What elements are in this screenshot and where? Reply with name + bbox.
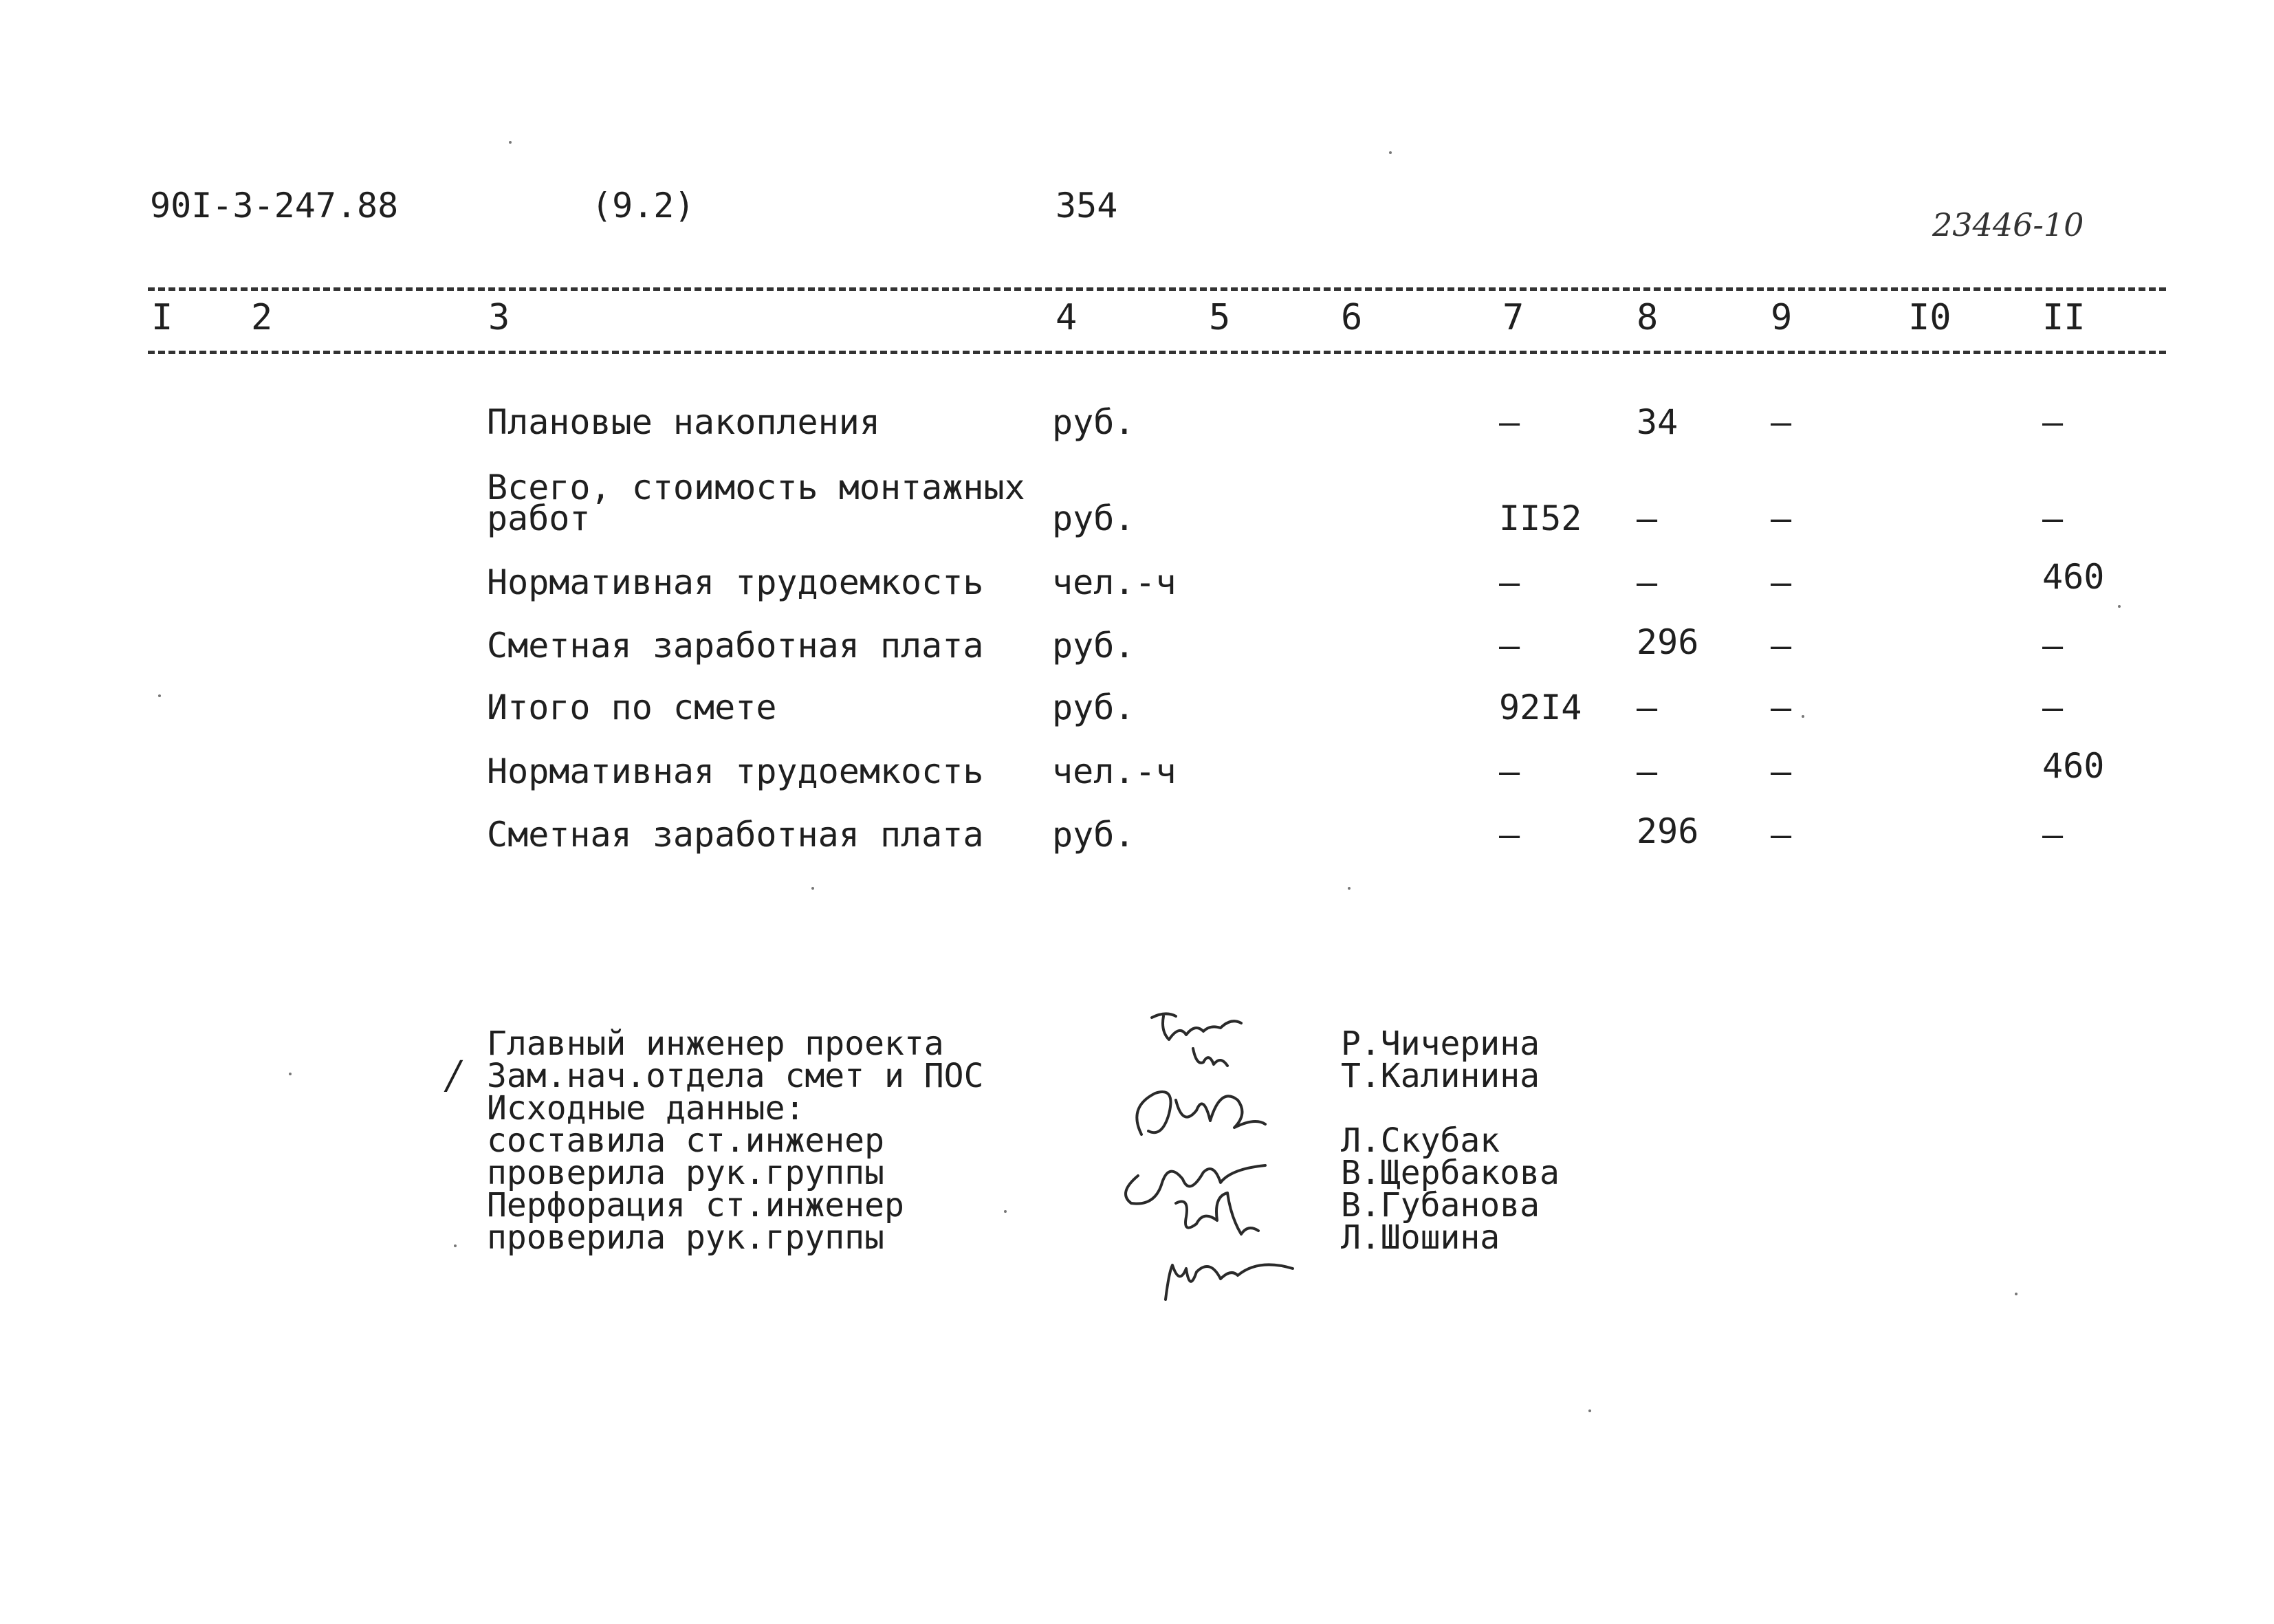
row-col9: – [1771,402,1792,442]
signature-mark [1166,1264,1293,1299]
row-label: Сметная заработная плата [487,626,984,666]
column-header-5: 5 [1209,297,1231,338]
row-unit: руб. [1052,402,1135,442]
signature-roles [487,1024,984,1257]
scan-speck [2015,1293,2018,1295]
signature-role: Главный инженер проекта [487,1024,944,1063]
signatory-name: Т.Калинина [1341,1057,1540,1095]
row-label-continued: работ [487,498,591,538]
signatory-name: Р.Чичерина [1341,1024,1540,1063]
scan-speck [1348,887,1351,890]
signature-names [1341,1024,1560,1257]
row-col7: – [1499,402,1520,442]
signature-role: проверила рук.группы [487,1154,884,1192]
signature-mark [1152,1013,1241,1040]
row-col8: – [1637,751,1658,791]
row-label: Нормативная трудоемкость [487,562,984,602]
row-col9: – [1771,498,1792,538]
row-col8: – [1637,498,1658,538]
row-col8: 296 [1637,811,1699,851]
signatory-name: В.Щербакова [1341,1154,1560,1192]
signature-mark [1193,1049,1227,1066]
row-col11: – [2042,498,2064,538]
signature-mark [1126,1165,1265,1204]
row-col7: – [1499,815,1520,855]
row-col7: 92I4 [1499,688,1582,727]
row-col11: 460 [2042,746,2105,786]
page-number: 354 [1056,186,1118,226]
handwritten-signatures [1100,997,1362,1327]
column-header-10: I0 [1908,297,1952,338]
row-unit: руб. [1052,688,1135,727]
signature-role: Перфорация ст.инженер [487,1186,904,1225]
row-col7: – [1499,562,1520,602]
table-top-rule [148,287,2166,291]
row-col9: – [1771,751,1792,791]
scan-speck [509,141,512,144]
column-header-2: 2 [251,297,273,338]
section-number: (9.2) [591,186,695,226]
document-code: 90I-3-247.88 [150,186,399,226]
signatory-name: В.Губанова [1341,1186,1540,1225]
signature-mark [1137,1092,1265,1134]
scan-speck [1802,715,1804,718]
signatory-name [1341,1093,1560,1125]
row-label: Всего, стоимость монтажных [487,468,1025,507]
scan-speck [811,887,814,890]
row-col11: 460 [2042,557,2105,597]
scan-speck [454,1244,457,1247]
row-col7: II52 [1499,498,1582,538]
row-label: Итого по смете [487,688,777,727]
scan-speck [289,1073,292,1075]
row-label: Сметная заработная плата [487,815,984,855]
signatory-name: Л.Шошина [1341,1218,1500,1257]
row-col8: 34 [1637,402,1679,442]
scan-speck [1389,151,1392,154]
column-header-6: 6 [1341,297,1363,338]
column-header-9: 9 [1771,297,1793,338]
signature-mark [1176,1193,1258,1234]
row-unit: руб. [1052,815,1135,855]
scan-speck [1004,1210,1007,1213]
signature-role: проверила рук.группы [487,1218,884,1257]
row-label: Плановые накопления [487,402,880,442]
row-col9: – [1771,815,1792,855]
column-header-8: 8 [1637,297,1659,338]
row-label: Нормативная трудоемкость [487,751,984,791]
row-col9: – [1771,688,1792,727]
row-col11: – [2042,402,2064,442]
row-col11: – [2042,626,2064,666]
row-unit: чел.-ч [1052,751,1177,791]
row-col8: – [1637,688,1658,727]
row-col9: – [1771,626,1792,666]
signature-role: Исходные данные: [487,1089,805,1128]
row-col8: 296 [1637,622,1699,662]
column-header-3: 3 [488,297,510,338]
row-unit: руб. [1052,498,1135,538]
archive-number: 23446-10 [1932,206,2084,243]
scan-speck [2118,605,2121,608]
row-col9: – [1771,562,1792,602]
row-col8: – [1637,562,1658,602]
row-unit: чел.-ч [1052,562,1177,602]
table-header-rule [148,351,2166,354]
row-col7: – [1499,626,1520,666]
signatory-name: Л.Скубак [1341,1121,1500,1160]
column-header-1: I [151,297,173,338]
margin-tick-mark: / [447,1053,460,1098]
signature-role: Зам.нач.отдела смет и ПОС [487,1057,984,1095]
signature-role: составила ст.инженер [487,1121,884,1160]
column-header-4: 4 [1056,297,1078,338]
column-header-11: II [2042,297,2086,338]
row-col7: – [1499,751,1520,791]
row-col11: – [2042,815,2064,855]
row-unit: руб. [1052,626,1135,666]
row-col11: – [2042,688,2064,727]
scan-speck [158,694,161,697]
scan-speck [1588,1409,1591,1412]
column-header-7: 7 [1502,297,1524,338]
